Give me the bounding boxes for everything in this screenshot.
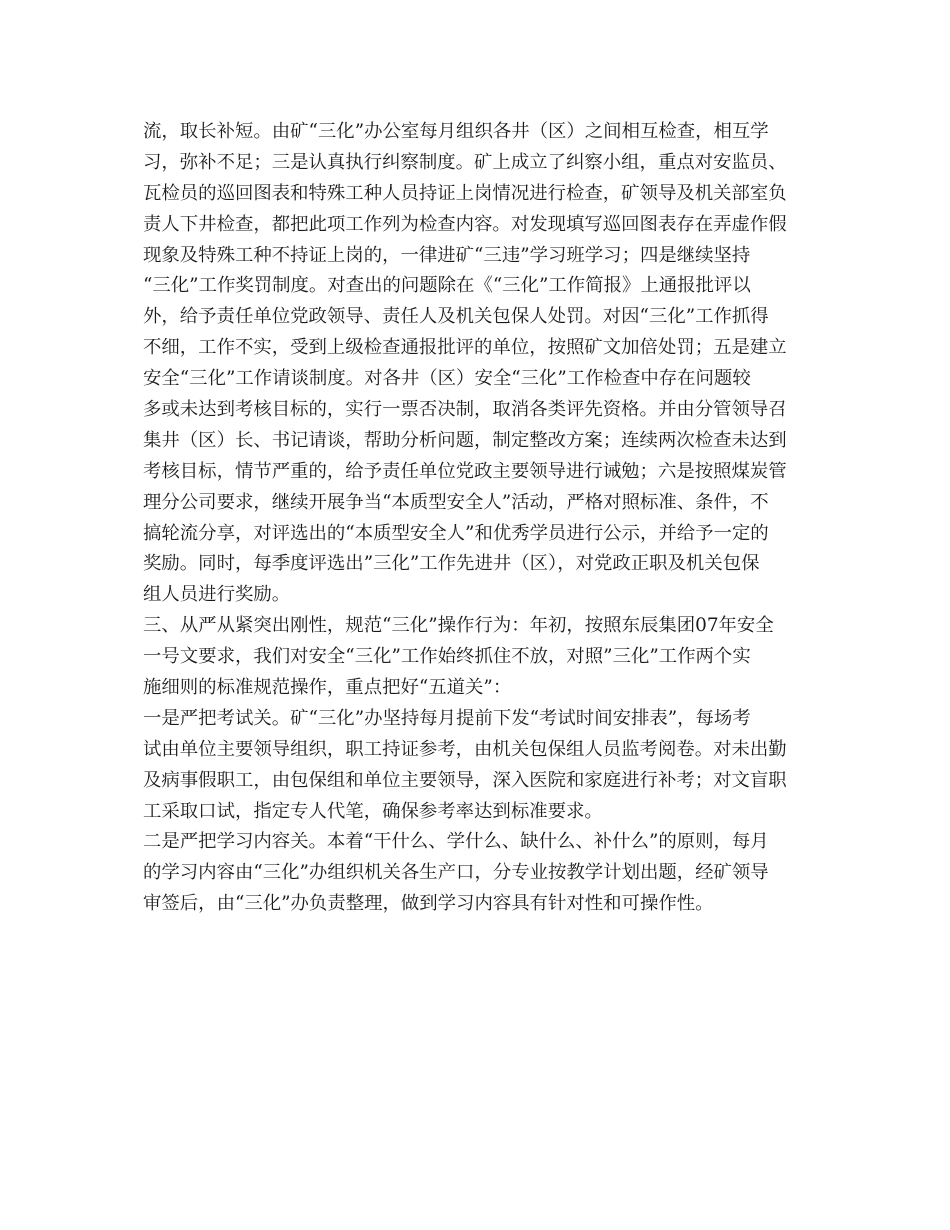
- text-line: 试由单位主要领导组织，职工持证参考，由机关包保组人员监考阅卷。对未出勤: [143, 738, 787, 760]
- text-line: 一号文要求，我们对安全“三化”工作始终抓住不放，对照”三化”工作两个实: [143, 646, 751, 668]
- text-line: 审签后，由“三化”办负责整理，做到学习内容具有针对性和可操作性。: [143, 893, 714, 915]
- text-line: 考核目标，情节严重的，给予责任单位党政主要领导进行诫勉；六是按照煤炭管: [143, 460, 787, 482]
- text-line: 瓦检员的巡回图表和特殊工种人员持证上岗情况进行检查，矿领导及机关部室负: [143, 182, 787, 204]
- text-line: 三、从严从紧突出刚性，规范“三化”操作行为：年初，按照东辰集团07年安全: [143, 615, 774, 637]
- text-line: 搞轮流分享，对评选出的“本质型安全人”和优秀学员进行公示，并给予一定的: [143, 522, 769, 544]
- text-line: 安全“三化”工作请谈制度。对各井（区）安全“三化”工作检查中存在问题较: [143, 368, 751, 390]
- text-line: 现象及特殊工种不持证上岗的，一律进矿“三违”学习班学习；四是继续坚持: [143, 244, 751, 266]
- text-line: 习，弥补不足；三是认真执行纠察制度。矿上成立了纠察小组，重点对安监员、: [143, 151, 787, 173]
- text-line: 工采取口试，指定专人代笔，确保参考率达到标准要求。: [143, 800, 603, 822]
- text-line: 流，取长补短。由矿“三化”办公室每月组织各井（区）之间相互检查，相互学: [143, 121, 769, 142]
- text-line: 不细，工作不实，受到上级检查通报批评的单位，按照矿文加倍处罚；五是建立: [143, 337, 787, 359]
- text-line: 施细则的标准规范操作，重点把好“五道关”：: [143, 677, 512, 699]
- text-line: 的学习内容由“三化”办组织机关各生产口，分专业按教学计划出题，经矿领导: [143, 862, 769, 884]
- text-line: 责人下井检查，都把此项工作列为检查内容。对发现填写巡回图表存在弄虚作假: [143, 213, 787, 235]
- text-line: 集井（区）长、书记请谈，帮助分析问题，制定整改方案；连续两次检查未达到: [143, 429, 787, 451]
- text-line: 多或未达到考核目标的，实行一票否决制，取消各类评先资格。并由分管领导召: [143, 399, 787, 421]
- text-line: 外，给予责任单位党政领导、责任人及机关包保人处罚。对因“三化”工作抓得: [143, 306, 769, 328]
- text-line: 二是严把学习内容关。本着“干什么、学什么、缺什么、补什么”的原则，每月: [143, 831, 769, 853]
- text-line: “三化”工作奖罚制度。对查出的问题除在《“三化”工作简报》上通报批评以: [143, 275, 751, 297]
- text-line: 及病事假职工，由包保组和单位主要领导，深入医院和家庭进行补考；对文盲职: [143, 769, 787, 791]
- text-line: 奖励。同时，每季度评选出”三化”工作先进井（区），对党政正职及机关包保: [143, 553, 760, 575]
- text-line: 组人员进行奖励。: [143, 584, 291, 606]
- body-text: [143, 117, 808, 920]
- text-line: 理分公司要求，继续开展争当“本质型安全人”活动，严格对照标准、条件，不: [143, 491, 769, 513]
- text-line: 一是严把考试关。矿“三化”办坚持每月提前下发“考试时间安排表”，每场考: [143, 707, 751, 729]
